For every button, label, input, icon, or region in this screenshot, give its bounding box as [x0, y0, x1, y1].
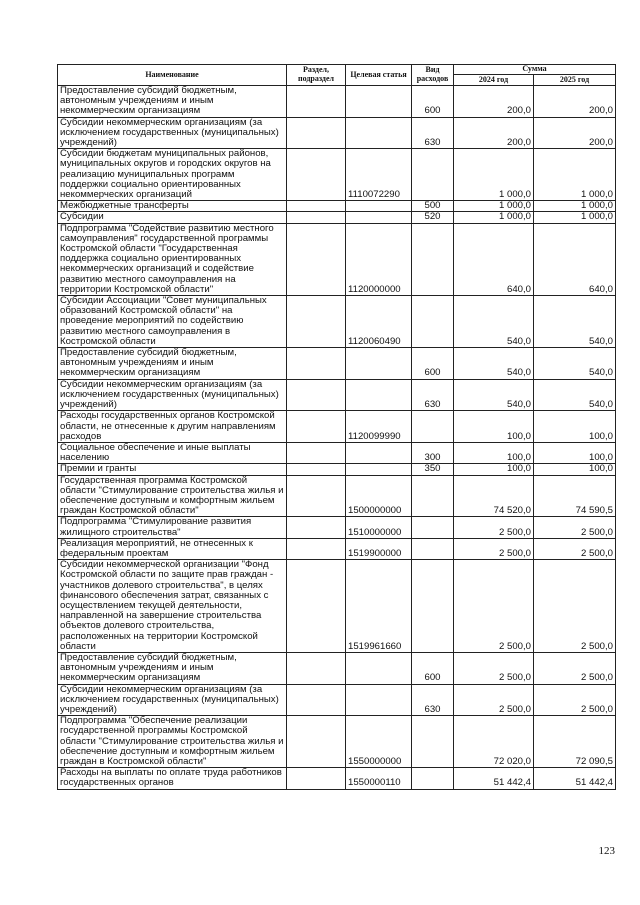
row-section-cell	[287, 538, 346, 559]
row-kind-cell: 520	[412, 212, 454, 223]
row-kind-cell: 500	[412, 201, 454, 212]
row-kind-cell: 600	[412, 652, 454, 684]
row-name-cell: Субсидии некоммерческим организациям (за исключением государственных (муниципальных) учреждений)	[58, 684, 287, 716]
row-kind-cell: 300	[412, 442, 454, 463]
table-row	[58, 768, 616, 789]
row-kind-cell	[412, 560, 454, 653]
row-section-cell	[287, 149, 346, 201]
row-section-cell	[287, 768, 346, 789]
header-kind: Вид расходов	[412, 65, 454, 86]
row-name-cell: Премии и гранты	[58, 464, 287, 475]
row-sum-2024-cell: 100,0	[454, 464, 534, 475]
row-name-cell: Подпрограмма "Содействие развитию местного самоуправления" государственной программы Костромской области "Государственная поддержка социально ориентированных некоммерческих организаций и содействие развитию местного самоуправления на территории Костромской области"	[58, 223, 287, 295]
row-kind-cell: 630	[412, 379, 454, 411]
row-target-cell	[346, 201, 412, 212]
row-sum-2025-cell: 2 500,0	[534, 538, 616, 559]
table-row	[58, 652, 616, 684]
row-target-cell	[346, 379, 412, 411]
row-sum-2025-cell: 200,0	[534, 117, 616, 149]
row-sum-2024-cell: 51 442,4	[454, 768, 534, 789]
header-target: Целевая статья	[346, 65, 412, 86]
row-sum-2025-cell: 200,0	[534, 86, 616, 118]
row-name-cell: Субсидии некоммерческой организации "Фонд Костромской области по защите прав граждан - участников долевого строительства", в целях финансового обеспечения затрат, связанных с осуществлением текущей деятельности, направленной на завершение строительства объектов долевого строительства, расположенных на территории Костромской области	[58, 560, 287, 653]
table-row	[58, 149, 616, 201]
row-section-cell	[287, 442, 346, 463]
row-section-cell	[287, 464, 346, 475]
row-sum-2024-cell: 2 500,0	[454, 684, 534, 716]
row-kind-cell	[412, 223, 454, 295]
row-section-cell	[287, 475, 346, 517]
row-kind-cell	[412, 517, 454, 538]
header-sum: Сумма	[454, 65, 616, 75]
row-target-cell	[346, 652, 412, 684]
row-kind-cell	[412, 538, 454, 559]
row-section-cell	[287, 652, 346, 684]
row-name-cell: Субсидии Ассоциации "Совет муниципальных образований Костромской области" на проведение мероприятий по содействию развитию местного самоуправления в Костромской области	[58, 296, 287, 348]
table-row	[58, 411, 616, 443]
table-row	[58, 442, 616, 463]
row-sum-2024-cell: 72 020,0	[454, 716, 534, 768]
table-row	[58, 716, 616, 768]
table-row	[58, 212, 616, 223]
row-target-cell: 1110072290	[346, 149, 412, 201]
row-sum-2024-cell: 200,0	[454, 117, 534, 149]
row-name-cell: Предоставление субсидий бюджетным, автономным учреждениям и иным некоммерческим организациям	[58, 652, 287, 684]
row-sum-2024-cell: 540,0	[454, 348, 534, 380]
row-kind-cell	[412, 475, 454, 517]
row-sum-2024-cell: 1 000,0	[454, 149, 534, 201]
table-header	[58, 65, 616, 86]
table-row	[58, 684, 616, 716]
row-section-cell	[287, 296, 346, 348]
table-row	[58, 348, 616, 380]
row-section-cell	[287, 517, 346, 538]
row-sum-2024-cell: 2 500,0	[454, 652, 534, 684]
row-target-cell: 1120099990	[346, 411, 412, 443]
row-name-cell: Социальное обеспечение и иные выплаты населению	[58, 442, 287, 463]
table-row	[58, 296, 616, 348]
row-kind-cell: 630	[412, 684, 454, 716]
row-sum-2025-cell: 540,0	[534, 379, 616, 411]
table-row	[58, 517, 616, 538]
row-target-cell	[346, 86, 412, 118]
row-target-cell: 1550000000	[346, 716, 412, 768]
row-kind-cell: 600	[412, 348, 454, 380]
row-kind-cell	[412, 296, 454, 348]
row-sum-2024-cell: 1 000,0	[454, 201, 534, 212]
budget-table	[57, 64, 616, 790]
row-sum-2024-cell: 100,0	[454, 411, 534, 443]
row-name-cell: Реализация мероприятий, не отнесенных к федеральным проектам	[58, 538, 287, 559]
table-row	[58, 86, 616, 118]
row-sum-2025-cell: 2 500,0	[534, 652, 616, 684]
row-name-cell: Субсидии некоммерческим организациям (за исключением государственных (муниципальных) учреждений)	[58, 379, 287, 411]
table-row	[58, 379, 616, 411]
row-sum-2024-cell: 640,0	[454, 223, 534, 295]
row-kind-cell	[412, 768, 454, 789]
row-section-cell	[287, 117, 346, 149]
row-name-cell: Предоставление субсидий бюджетным, автономным учреждениям и иным некоммерческим организациям	[58, 86, 287, 118]
table-row	[58, 560, 616, 653]
row-sum-2024-cell: 540,0	[454, 379, 534, 411]
row-name-cell: Субсидии	[58, 212, 287, 223]
row-section-cell	[287, 379, 346, 411]
table-row	[58, 475, 616, 517]
row-target-cell: 1519961660	[346, 560, 412, 653]
row-name-cell: Расходы на выплаты по оплате труда работников государственных органов	[58, 768, 287, 789]
header-section: Раздел, подраздел	[287, 65, 346, 86]
row-target-cell: 1510000000	[346, 517, 412, 538]
header-year-2025: 2025 год	[534, 75, 616, 86]
row-name-cell: Субсидии некоммерческим организациям (за исключением государственных (муниципальных) учреждений)	[58, 117, 287, 149]
row-kind-cell	[412, 716, 454, 768]
row-sum-2025-cell: 540,0	[534, 348, 616, 380]
row-name-cell: Подпрограмма "Обеспечение реализации государственной программы Костромской области "Стимулирование строительства жилья и обеспечение доступным и комфортным жильем граждан в Костромской области"	[58, 716, 287, 768]
row-sum-2025-cell: 640,0	[534, 223, 616, 295]
row-sum-2025-cell: 1 000,0	[534, 201, 616, 212]
row-target-cell	[346, 117, 412, 149]
row-sum-2025-cell: 2 500,0	[534, 517, 616, 538]
row-sum-2025-cell: 2 500,0	[534, 684, 616, 716]
row-name-cell: Подпрограмма "Стимулирование развития жилищного строительства"	[58, 517, 287, 538]
row-sum-2025-cell: 1 000,0	[534, 212, 616, 223]
row-section-cell	[287, 560, 346, 653]
row-sum-2024-cell: 2 500,0	[454, 517, 534, 538]
row-kind-cell: 630	[412, 117, 454, 149]
budget-page	[57, 64, 615, 790]
row-section-cell	[287, 201, 346, 212]
row-kind-cell	[412, 149, 454, 201]
row-sum-2024-cell: 540,0	[454, 296, 534, 348]
row-sum-2024-cell: 200,0	[454, 86, 534, 118]
row-target-cell: 1500000000	[346, 475, 412, 517]
row-sum-2025-cell: 72 090,5	[534, 716, 616, 768]
row-sum-2025-cell: 74 590,5	[534, 475, 616, 517]
row-section-cell	[287, 716, 346, 768]
table-row	[58, 538, 616, 559]
row-sum-2024-cell: 2 500,0	[454, 538, 534, 559]
row-section-cell	[287, 212, 346, 223]
row-sum-2025-cell: 540,0	[534, 296, 616, 348]
row-name-cell: Субсидии бюджетам муниципальных районов, муниципальных округов и городских округов на реализацию муниципальных программ поддержки социально ориентированных некоммерческих организаций	[58, 149, 287, 201]
row-sum-2024-cell: 100,0	[454, 442, 534, 463]
table-row	[58, 201, 616, 212]
row-target-cell	[346, 684, 412, 716]
row-section-cell	[287, 86, 346, 118]
row-sum-2025-cell: 100,0	[534, 411, 616, 443]
row-name-cell: Предоставление субсидий бюджетным, автономным учреждениям и иным некоммерческим организациям	[58, 348, 287, 380]
row-sum-2025-cell: 2 500,0	[534, 560, 616, 653]
row-target-cell	[346, 464, 412, 475]
row-kind-cell	[412, 411, 454, 443]
row-section-cell	[287, 223, 346, 295]
page-number: 123	[598, 845, 615, 857]
row-sum-2025-cell: 100,0	[534, 464, 616, 475]
row-kind-cell: 350	[412, 464, 454, 475]
row-kind-cell: 600	[412, 86, 454, 118]
row-target-cell	[346, 212, 412, 223]
row-section-cell	[287, 348, 346, 380]
row-target-cell: 1519900000	[346, 538, 412, 559]
row-sum-2024-cell: 2 500,0	[454, 560, 534, 653]
row-name-cell: Расходы государственных органов Костромской области, не отнесенные к другим направлениям расходов	[58, 411, 287, 443]
header-year-2024: 2024 год	[454, 75, 534, 86]
row-name-cell: Государственная программа Костромской области "Стимулирование строительства жилья и обеспечение доступным и комфортным жильем граждан Костромской области"	[58, 475, 287, 517]
row-sum-2025-cell: 100,0	[534, 442, 616, 463]
row-section-cell	[287, 684, 346, 716]
row-sum-2025-cell: 51 442,4	[534, 768, 616, 789]
table-row	[58, 223, 616, 295]
row-sum-2024-cell: 74 520,0	[454, 475, 534, 517]
row-sum-2025-cell: 1 000,0	[534, 149, 616, 201]
table-row	[58, 464, 616, 475]
row-sum-2024-cell: 1 000,0	[454, 212, 534, 223]
table-row	[58, 117, 616, 149]
header-name: Наименование	[58, 65, 287, 86]
row-target-cell	[346, 442, 412, 463]
table-body	[58, 86, 616, 790]
row-target-cell: 1120000000	[346, 223, 412, 295]
row-section-cell	[287, 411, 346, 443]
row-name-cell: Межбюджетные трансферты	[58, 201, 287, 212]
row-target-cell	[346, 348, 412, 380]
row-target-cell: 1120060490	[346, 296, 412, 348]
row-target-cell: 1550000110	[346, 768, 412, 789]
